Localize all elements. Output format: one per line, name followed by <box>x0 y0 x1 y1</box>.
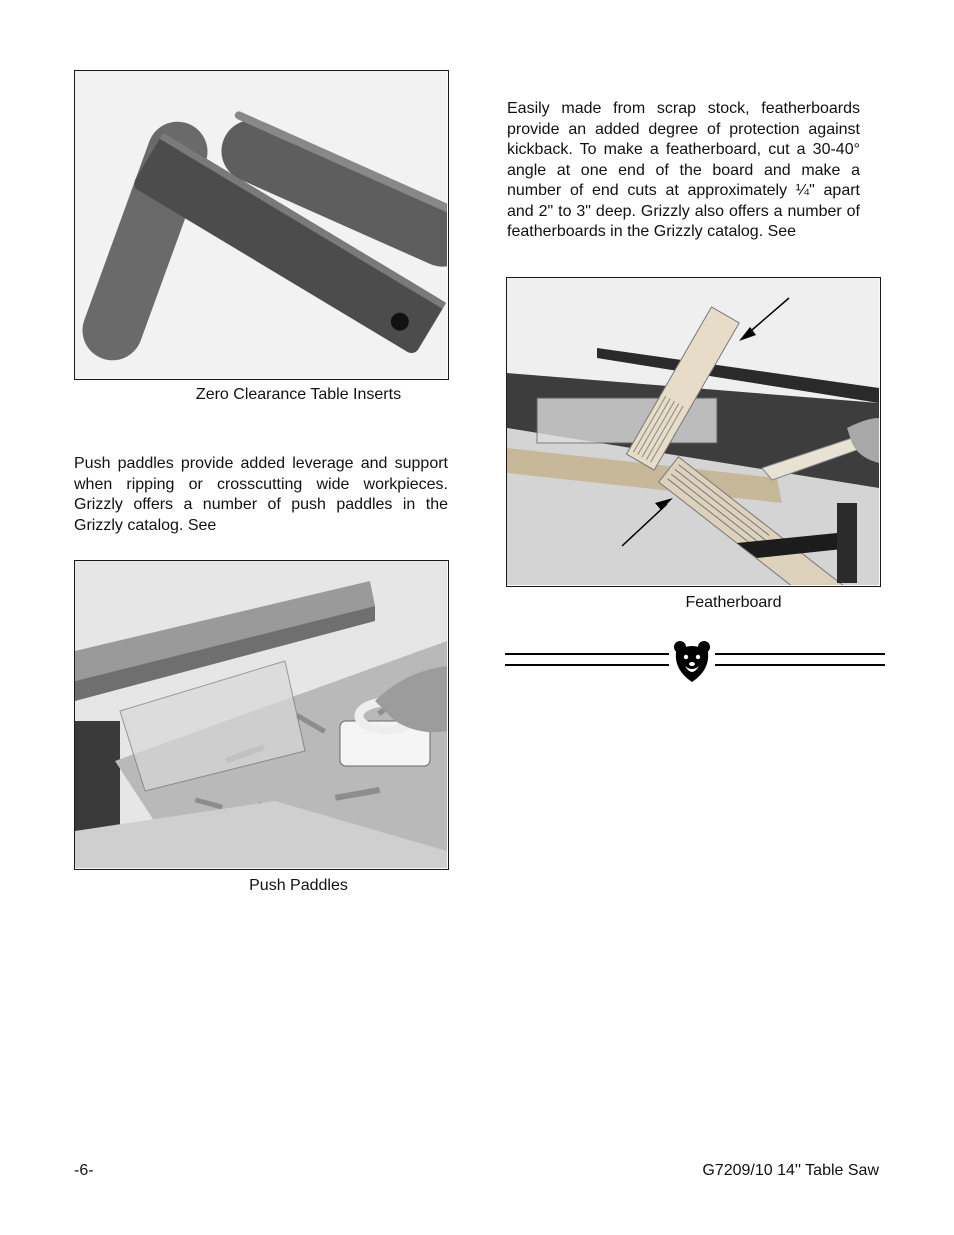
table-inserts-illustration <box>75 71 447 378</box>
featherboard-caption: Featherboard <box>685 594 782 611</box>
featherboard-illustration <box>507 278 879 585</box>
featherboard-photo <box>506 277 881 587</box>
push-paddles-photo <box>74 560 449 870</box>
inserts-caption: Zero Clearance Table Inserts <box>195 386 402 403</box>
push-paddles-paragraph: Push paddles provide added leverage and support when ripping or crosscutting wide workpieces. Grizzly offers a number of push paddles in the Grizzly catalog. See <box>74 455 448 534</box>
featherboards-paragraph: Easily made from scrap stock, featherboards provide an added degree of protection against kickback. To make a featherboard, cut a 30-40° angle at one end of the board and make a number of end cuts at approximately ¼" apart and 2" to 3" deep. Grizzly also offers a number of featherboards in the Grizzly catalog. See <box>507 100 860 240</box>
table-inserts-photo <box>74 70 449 380</box>
manual-title: G7209/10 14'' Table Saw <box>702 1162 879 1179</box>
push-paddles-illustration <box>75 561 447 868</box>
page-number: -6- <box>74 1162 94 1179</box>
paddles-caption: Push Paddles <box>249 877 348 894</box>
bear-head-icon <box>672 640 712 684</box>
